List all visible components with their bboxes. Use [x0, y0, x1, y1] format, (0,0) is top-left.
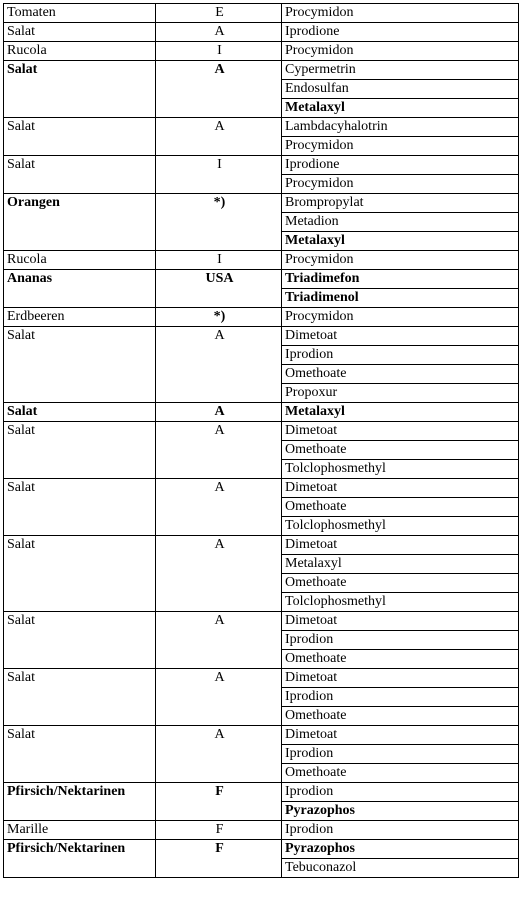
substance-cell: Metadion [282, 213, 519, 232]
product-cell: Salat [4, 23, 156, 42]
substance-cell: Tolclophosmethyl [282, 460, 519, 479]
product-cell: Rucola [4, 42, 156, 61]
substance-cell: Omethoate [282, 650, 519, 669]
origin-cell: A [156, 422, 282, 479]
substance-cell: Lambdacyhalotrin [282, 118, 519, 137]
origin-cell: USA [156, 270, 282, 308]
substance-cell: Dimetoat [282, 479, 519, 498]
product-cell: Erdbeeren [4, 308, 156, 327]
table-row [4, 118, 519, 137]
origin-cell: A [156, 612, 282, 669]
table-row [4, 422, 519, 441]
origin-cell: A [156, 23, 282, 42]
table-row [4, 42, 519, 61]
table-row [4, 251, 519, 270]
product-cell: Pfirsich/Nektarinen [4, 783, 156, 821]
product-cell: Tomaten [4, 4, 156, 23]
product-cell: Salat [4, 726, 156, 783]
origin-cell: A [156, 61, 282, 118]
substance-cell: Dimetoat [282, 422, 519, 441]
product-cell: Salat [4, 156, 156, 194]
product-cell: Salat [4, 422, 156, 479]
substance-cell: Brompropylat [282, 194, 519, 213]
table-row [4, 479, 519, 498]
origin-cell: I [156, 251, 282, 270]
substance-cell: Tolclophosmethyl [282, 517, 519, 536]
table-row [4, 23, 519, 42]
origin-cell: F [156, 840, 282, 878]
table-row [4, 4, 519, 23]
substance-cell: Metalaxyl [282, 232, 519, 251]
origin-cell: A [156, 726, 282, 783]
substance-cell: Iprodione [282, 156, 519, 175]
origin-cell: A [156, 536, 282, 612]
substance-cell: Triadimenol [282, 289, 519, 308]
product-cell: Salat [4, 479, 156, 536]
table-row [4, 783, 519, 802]
origin-cell: F [156, 783, 282, 821]
substance-cell: Dimetoat [282, 726, 519, 745]
product-cell: Salat [4, 403, 156, 422]
substance-cell: Dimetoat [282, 612, 519, 631]
table-row [4, 270, 519, 289]
substance-cell: Procymidon [282, 308, 519, 327]
table-row [4, 669, 519, 688]
substance-cell: Cypermetrin [282, 61, 519, 80]
origin-cell: E [156, 4, 282, 23]
table-row [4, 308, 519, 327]
substance-cell: Omethoate [282, 365, 519, 384]
product-cell: Salat [4, 612, 156, 669]
table-row [4, 821, 519, 840]
substance-cell: Procymidon [282, 251, 519, 270]
substance-cell: Metalaxyl [282, 99, 519, 118]
substance-cell: Dimetoat [282, 536, 519, 555]
origin-cell: F [156, 821, 282, 840]
origin-cell: A [156, 403, 282, 422]
table-row [4, 194, 519, 213]
product-cell: Marille [4, 821, 156, 840]
substance-cell: Iprodion [282, 821, 519, 840]
substance-cell: Procymidon [282, 137, 519, 156]
substance-cell: Omethoate [282, 441, 519, 460]
substance-cell: Procymidon [282, 175, 519, 194]
product-cell: Pfirsich/Nektarinen [4, 840, 156, 878]
product-cell: Ananas [4, 270, 156, 308]
substance-cell: Iprodion [282, 688, 519, 707]
origin-cell: I [156, 156, 282, 194]
product-cell: Salat [4, 118, 156, 156]
residue-table [3, 3, 519, 878]
substance-cell: Metalaxyl [282, 403, 519, 422]
substance-cell: Iprodion [282, 783, 519, 802]
product-cell: Rucola [4, 251, 156, 270]
substance-cell: Iprodion [282, 346, 519, 365]
product-cell: Salat [4, 669, 156, 726]
table-row [4, 156, 519, 175]
substance-cell: Tebuconazol [282, 859, 519, 878]
origin-cell: A [156, 327, 282, 403]
product-cell: Salat [4, 327, 156, 403]
table-row [4, 840, 519, 859]
substance-cell: Procymidon [282, 42, 519, 61]
product-cell: Salat [4, 61, 156, 118]
table-row [4, 327, 519, 346]
substance-cell: Triadimefon [282, 270, 519, 289]
origin-cell: A [156, 479, 282, 536]
origin-cell: A [156, 118, 282, 156]
residue-table-body [4, 4, 519, 878]
residue-table-page [3, 3, 518, 878]
substance-cell: Dimetoat [282, 327, 519, 346]
substance-cell: Omethoate [282, 574, 519, 593]
table-row [4, 403, 519, 422]
substance-cell: Omethoate [282, 498, 519, 517]
origin-cell: *) [156, 194, 282, 251]
origin-cell: *) [156, 308, 282, 327]
substance-cell: Procymidon [282, 4, 519, 23]
substance-cell: Metalaxyl [282, 555, 519, 574]
substance-cell: Omethoate [282, 764, 519, 783]
substance-cell: Iprodion [282, 631, 519, 650]
product-cell: Salat [4, 536, 156, 612]
substance-cell: Pyrazophos [282, 802, 519, 821]
substance-cell: Pyrazophos [282, 840, 519, 859]
substance-cell: Tolclophosmethyl [282, 593, 519, 612]
table-row [4, 61, 519, 80]
origin-cell: I [156, 42, 282, 61]
table-row [4, 612, 519, 631]
substance-cell: Propoxur [282, 384, 519, 403]
table-row [4, 536, 519, 555]
product-cell: Orangen [4, 194, 156, 251]
table-row [4, 726, 519, 745]
substance-cell: Iprodion [282, 745, 519, 764]
substance-cell: Endosulfan [282, 80, 519, 99]
substance-cell: Iprodione [282, 23, 519, 42]
substance-cell: Omethoate [282, 707, 519, 726]
origin-cell: A [156, 669, 282, 726]
substance-cell: Dimetoat [282, 669, 519, 688]
